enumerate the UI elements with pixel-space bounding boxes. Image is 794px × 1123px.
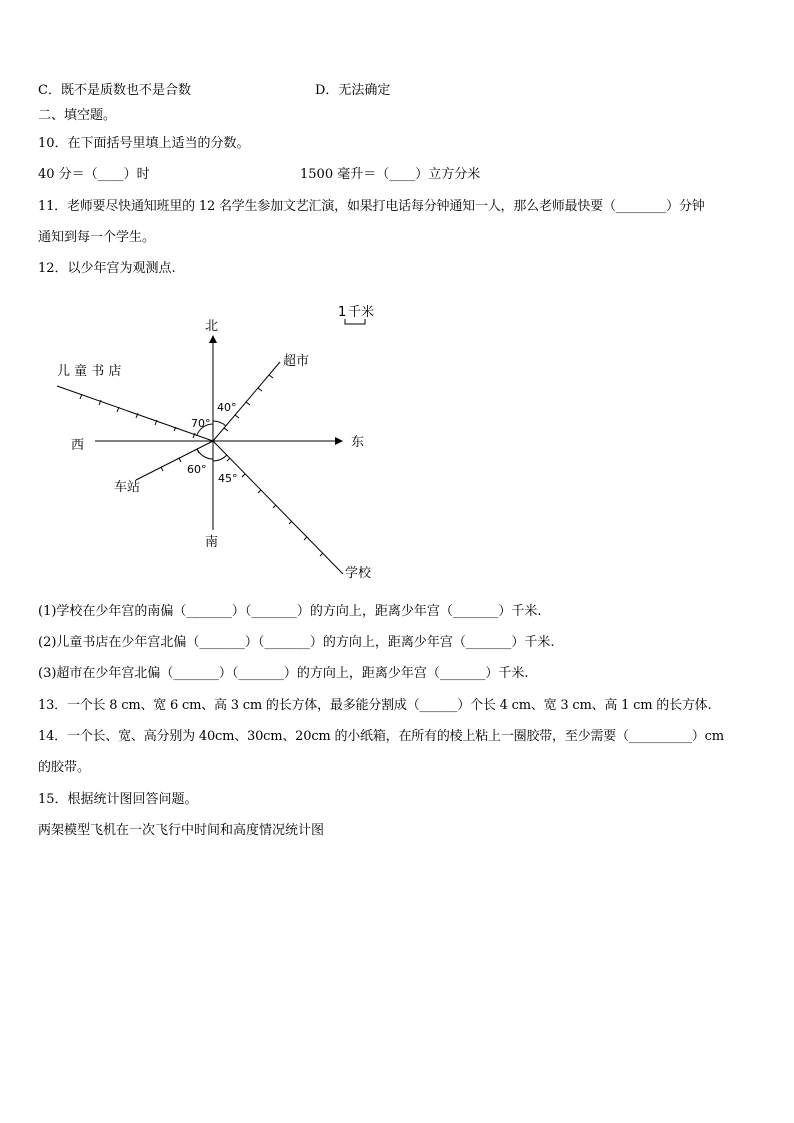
q13-question: 13．一个长 8 cm、宽 6 cm、高 3 cm 的长方体，最多能分割成（______）个长 4 cm、宽 3 cm、高 1 cm 的长方体. [38,698,712,713]
station-label: 车站 [114,480,141,495]
supermarket-label: 超市 [283,354,310,369]
q12-sub3: (3)超市在少年宫北偏（_______）（_______）的方向上，距离少年宫（_______）千米. [38,666,529,681]
q9-option-d: D．无法确定 [315,83,391,98]
scale-number: 1 [338,305,347,320]
q10-right-item: 1500 毫升＝（____）立方分米 [300,167,481,182]
q10-left-item: 40 分＝（____）时 [38,167,150,182]
q12-sub1: (1)学校在少年宫的南偏（_______）（_______）的方向上，距离少年宫（_______）千米. [38,604,542,619]
bookstore-label: 儿 童 书 店 [57,364,122,379]
arc-45 [213,455,227,461]
west-label: 西 [71,438,85,453]
school-label: 学校 [345,566,372,581]
school-ray [213,441,343,574]
bookstore-ray [57,386,213,441]
scale-unit: 千米 [348,305,375,320]
q10-question: 10．在下面括号里填上适当的分数。 [38,136,250,151]
q12-question: 12．以少年宫为观测点. [38,261,176,276]
angle-70-label: 70° [191,417,211,430]
q14-question-line2: 的胶带。 [38,760,91,775]
q12-sub2: (2)儿童书店在少年宫北偏（_______）（_______）的方向上，距离少年宫（_______）千米. [38,635,555,650]
q11-question-line2: 通知到每一个学生。 [38,230,156,245]
south-label: 南 [205,535,219,550]
q11-question-line1: 11．老师要尽快通知班里的 12 名学生参加文艺汇演，如果打电话每分钟通知一人，那么老师最快要（________）分钟 [38,199,705,214]
north-label: 北 [205,319,219,334]
q15-question: 15．根据统计图回答问题。 [38,792,198,807]
angle-60-label: 60° [187,463,207,476]
q15-chart-title: 两架模型飞机在一次飞行中时间和高度情况统计图 [38,823,325,838]
east-label: 东 [351,435,365,450]
section-title-fill-blank: 二、填空题。 [38,108,117,123]
arc-40 [213,421,226,426]
angle-40-label: 40° [217,401,237,414]
arc-60 [197,449,213,459]
q14-question-line1: 14．一个长、宽、高分别为 40cm、30cm、20cm 的小纸箱，在所有的棱上粘上一圈胶带，至少需要（__________）cm [38,729,724,744]
angle-45-label: 45° [218,472,238,485]
q9-option-c: C．既不是质数也不是合数 [38,83,191,98]
